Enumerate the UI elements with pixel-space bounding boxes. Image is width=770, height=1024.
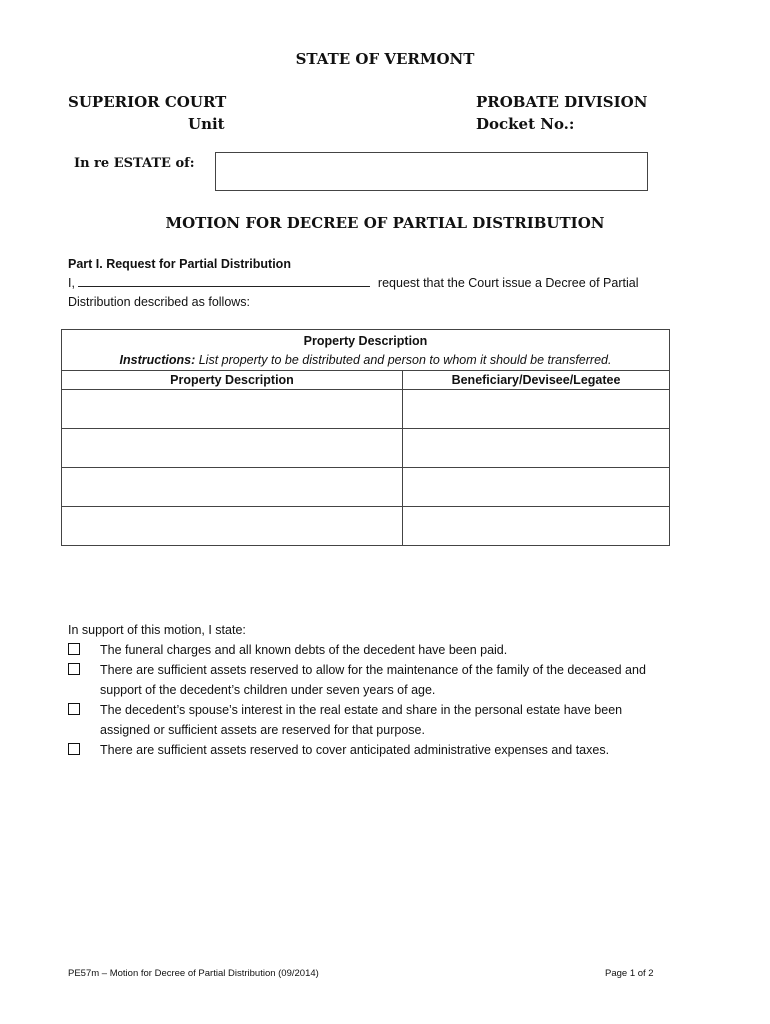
- column-header-property: Property Description: [62, 371, 403, 389]
- court-name: SUPERIOR COURT: [68, 93, 227, 111]
- support-list: [68, 640, 668, 760]
- support-intro: In support of this motion, I state:: [68, 623, 246, 637]
- table-header: [62, 330, 669, 371]
- checkbox[interactable]: [68, 703, 80, 715]
- part1-line1: [68, 274, 668, 293]
- checkbox[interactable]: [68, 643, 80, 655]
- support-section: [68, 620, 668, 760]
- table-column-headers: [62, 371, 669, 390]
- statement-text: The funeral charges and all known debts of the decedent have been paid.: [100, 643, 508, 657]
- table-title: Property Description: [303, 334, 428, 348]
- property-cell[interactable]: [62, 468, 403, 506]
- table-instructions: [62, 351, 669, 370]
- unit-label: Unit: [188, 115, 225, 133]
- checkbox[interactable]: [68, 663, 80, 675]
- instructions-text: List property to be distributed and person to whom it should be transferred.: [198, 353, 612, 367]
- beneficiary-cell[interactable]: [403, 468, 669, 506]
- court-block: [68, 91, 226, 135]
- estate-name-field[interactable]: [215, 152, 648, 191]
- part1-suffix: request that the Court issue a Decree of Partial: [377, 276, 639, 290]
- list-item: [68, 660, 668, 700]
- list-item: [68, 740, 668, 760]
- instructions-label: Instructions:: [119, 353, 196, 367]
- docket-label: Docket No.:: [476, 115, 575, 133]
- list-item: [68, 700, 668, 740]
- table-row: [62, 390, 669, 429]
- page-title: MOTION FOR DECREE OF PARTIAL DISTRIBUTION: [165, 214, 605, 232]
- statement-text: The decedent’s spouse’s interest in the real estate and share in the personal estate have been assigned or sufficient assets are reserved for that purpose.: [100, 703, 623, 737]
- statement-text: There are sufficient assets reserved to cover anticipated administrative expenses and taxes.: [100, 743, 610, 757]
- property-cell[interactable]: [62, 507, 403, 545]
- part1-prefix: I,: [68, 276, 75, 290]
- page-number: Page 1 of 2: [605, 968, 654, 979]
- state-title: STATE OF VERMONT: [295, 50, 475, 68]
- list-item: [68, 640, 668, 660]
- form-footer: PE57m – Motion for Decree of Partial Distribution (09/2014): [68, 968, 319, 979]
- division-block: [476, 91, 647, 135]
- table-row: [62, 507, 669, 545]
- checkbox[interactable]: [68, 743, 80, 755]
- beneficiary-cell[interactable]: [403, 390, 669, 428]
- part1-heading: Part I. Request for Partial Distribution: [68, 257, 291, 271]
- statement-text: There are sufficient assets reserved to allow for the maintenance of the family of the deceased and support of the decedent’s children under seven years of age.: [100, 663, 646, 697]
- beneficiary-cell[interactable]: [403, 507, 669, 545]
- part1-section: [68, 255, 668, 312]
- column-header-beneficiary: Beneficiary/Devisee/Legatee: [451, 373, 621, 387]
- table-row: [62, 468, 669, 507]
- property-cell[interactable]: [62, 390, 403, 428]
- beneficiary-cell[interactable]: [403, 429, 669, 467]
- movant-name-field[interactable]: [78, 274, 370, 287]
- table-row: [62, 429, 669, 468]
- property-table: [61, 329, 670, 546]
- part1-line2: Distribution described as follows:: [68, 295, 251, 309]
- division-name: PROBATE DIVISION: [476, 93, 648, 111]
- estate-label: In re ESTATE of:: [74, 156, 195, 171]
- property-cell[interactable]: [62, 429, 403, 467]
